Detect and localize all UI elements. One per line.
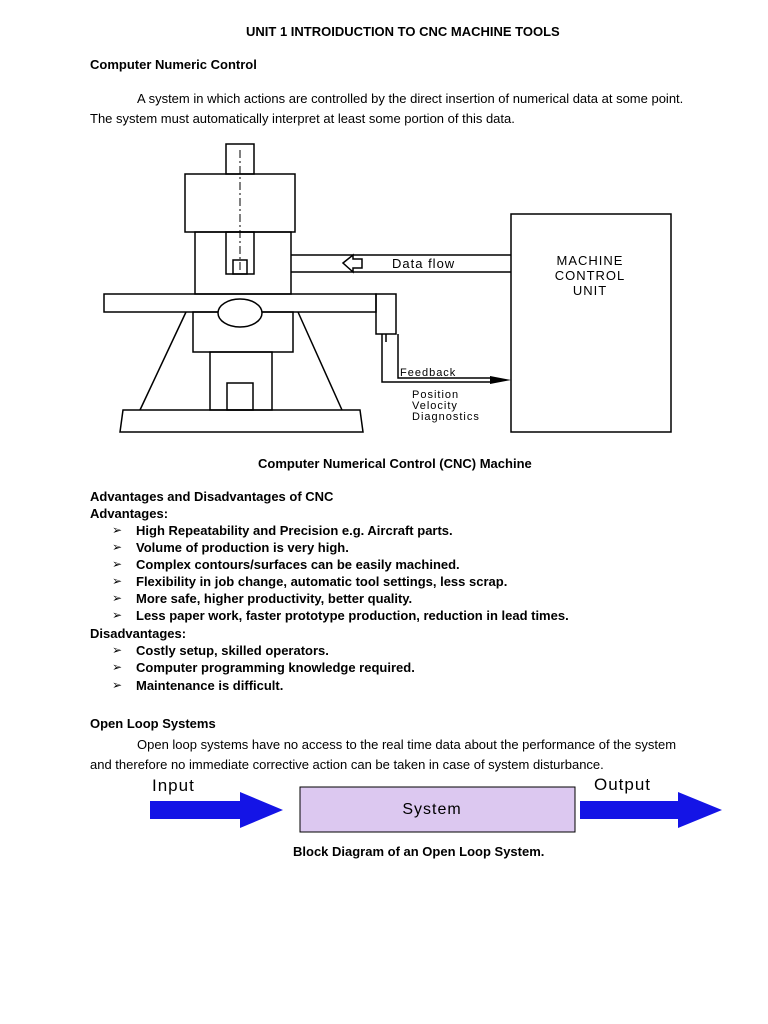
cnc-machine-diagram [0,0,768,460]
cnc-definition-line-2: The system must automatically interpret at least some portion of this data. [90,111,515,126]
machine-control-unit-box [511,214,671,432]
advantage-text: Flexibility in job change, automatic tool settings, less scrap. [136,574,508,589]
advantage-text: Complex contours/surfaces can be easily machined. [136,557,460,572]
page-title: UNIT 1 INTROIDUCTION TO CNC MACHINE TOOLS [246,24,560,39]
support-inner [227,383,253,410]
figure-2-caption: Block Diagram of an Open Loop System. [293,844,545,859]
figure-1-caption: Computer Numerical Control (CNC) Machine [258,456,532,471]
advantage-text: High Repeatability and Precision e.g. Aircraft parts. [136,523,453,538]
advantages-disadvantages-heading: Advantages and Disadvantages of CNC [90,489,334,504]
advantage-text: More safe, higher productivity, better quality. [136,591,413,606]
machine-base [120,410,363,432]
disadvantage-text: Costly setup, skilled operators. [136,643,329,658]
bullet-arrow-icon: ➢ [112,523,123,537]
bullet-arrow-icon: ➢ [112,574,123,588]
advantage-text: Volume of production is very high. [136,540,349,555]
machine-column [195,232,291,294]
open-loop-heading: Open Loop Systems [90,716,216,731]
cnc-definition-line-1: A system in which actions are controlled by the direct insertion of numerical data at some point. [137,91,684,106]
bullet-arrow-icon: ➢ [112,608,123,622]
mcu-label-line-3: UNIT [572,283,608,298]
bullet-arrow-icon: ➢ [112,643,123,657]
open-loop-block-diagram [0,770,768,840]
data-flow-arrow [343,255,362,272]
bullet-arrow-icon: ➢ [112,678,123,692]
feedback-velocity: Velocity [412,400,458,412]
bullet-arrow-icon: ➢ [112,557,123,571]
open-loop-para-line-2: and therefore no immediate corrective action can be taken in case of system disturbance. [90,757,604,772]
feedback-arrow [490,376,511,384]
servo-motor [376,294,396,334]
workpiece [218,299,262,327]
bullet-arrow-icon: ➢ [112,660,123,674]
disadvantages-heading: Disadvantages: [90,626,187,641]
input-arrow [150,792,283,828]
output-arrow [580,792,722,828]
feedback-label: Feedback [400,367,457,379]
disadvantage-text: Maintenance is difficult. [136,678,284,693]
feedback-diagnostics: Diagnostics [412,411,480,423]
support-column [210,352,272,410]
input-label: Input [152,776,195,795]
advantage-text: Less paper work, faster prototype production, reduction in lead times. [136,608,569,623]
mcu-label-line-2: CONTROL [554,268,626,283]
bullet-arrow-icon: ➢ [112,540,123,554]
output-label: Output [594,775,652,794]
feedback-position: Position [412,389,460,401]
open-loop-para-line-1: Open loop systems have no access to the real time data about the performance of the system [137,737,677,752]
section-heading-cnc: Computer Numeric Control [90,57,257,72]
mcu-label-line-1: MACHINE [556,253,624,268]
data-flow-label: Data flow [392,256,456,271]
disadvantage-text: Computer programming knowledge required. [136,660,415,675]
bullet-arrow-icon: ➢ [112,591,123,605]
system-label: System [402,801,462,818]
advantages-heading: Advantages: [90,506,169,521]
